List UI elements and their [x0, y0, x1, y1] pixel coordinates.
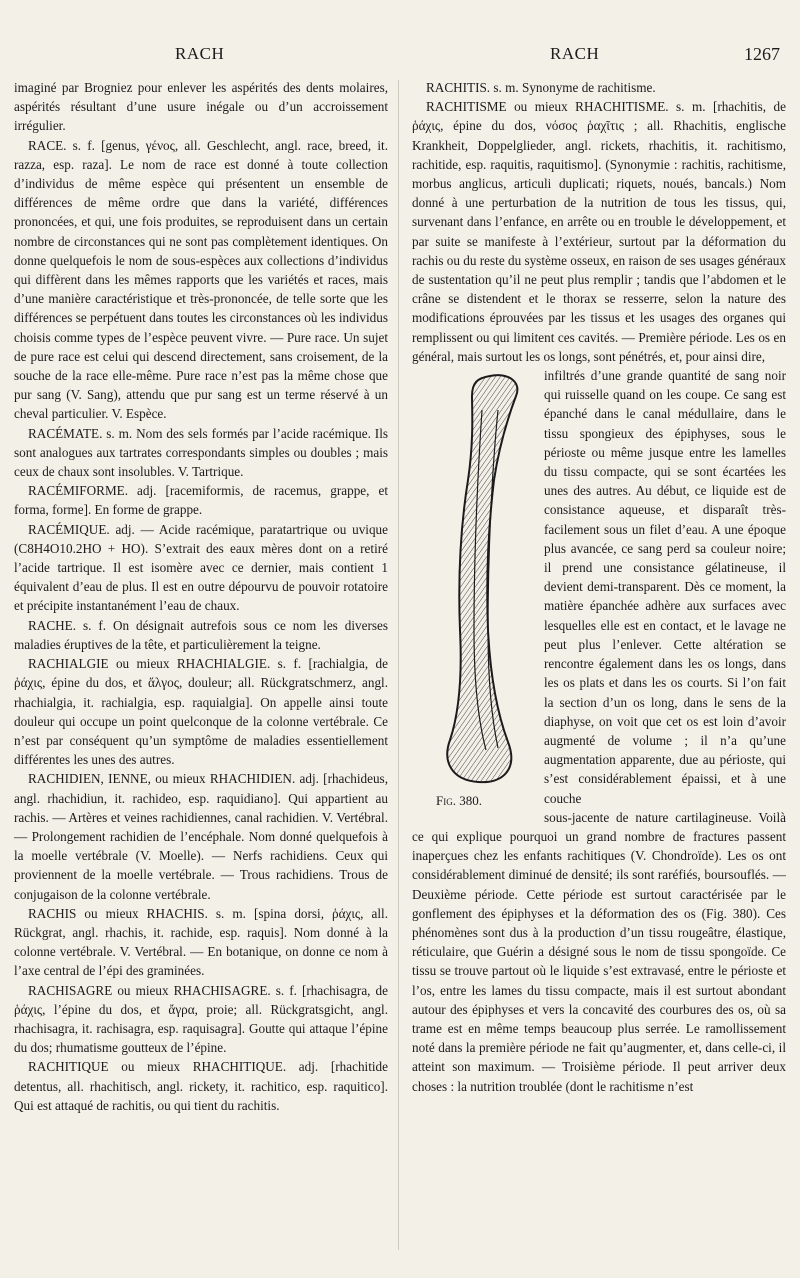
right-entry-wrapped: infiltrés d’une grande quantité de sang noir qui ruisselle quand on les coupe. Ce sang est épanché dans le canal médullaire, dans le tissu spongieux des épiphyses, sous le périoste ou même jusque entre les lamelles du tissu compacte, qui se sont écartées les unes des autres. Au début, ce liquide est de consistance aqueuse, et disparaît très-facilement sous un filet d’eau. A une époque plus avancée, ce sang perd sa couleur noire; il prend une consistance gélatineuse, il devient demi-transparent. Dès ce moment, la matière épanchée adhère aux surfaces avec lesquelles elle est en contact, et le lavage ne peut plus l’enlever. Cette altération se rencontre également dans les os longs, dans les os plats et dans les os courts. Si l’on fait la section d’un os long, dans le sens de la diaphyse, on voit que cet os est loin d’avoir augmenté de volume ; il n’a qu’une augmentation apparente, due au périoste, qui s’est considérablement épaissi, et à une couche: [544, 368, 786, 806]
left-entry: RACHISAGRE ou mieux RHACHISAGRE. s. f. [rhachisagra, de ῥάχις, l’épine du dos, et ἄγρα, proie; all. Rückgratsgicht, angl. rhachisagra, it. rachisagra, esp. raquisagra]. Goutte qui attaque l’épine du dos; rhumatisme goutteux de l’épine.: [14, 982, 388, 1056]
left-entry: RACHIS ou mieux RHACHIS. s. m. [spina dorsi, ῥάχις, all. Rückgrat, angl. rhachis, it. rachide, esp. raquis]. Nom donné à la colonne vertébrale. V. Vertébral. — En botanique, on donne ce nom à l’axe central de l’épi des graminées.: [14, 905, 388, 979]
right-entry: RACHITISME ou mieux RHACHITISME. s. m. [rhachitis, de ῥάχις, épine du dos, νόσος ῥαχῖτις ; all. Rhachitis, englische Krankheit, Doppelglieder, angl. rickets, rhachitis, it. rachitismo, rachitide, esp. raquitis, raquitismo]. (Synonymie : rachitis, rachitisme, morbus anglicus, articuli duplicati; riquets, noués, bancals.) Nom donné à une perturbation de la nutrition de tous les tissus, qui, survenant dans l’enfance, en arrête ou en trouble le développement, et par suite se manifeste à l’extérieur, surtout par la déformation du rachis ou du reste du système osseux, en raison de ses usages généraux de sustentation qu’il ne peut plus remplir ; tandis que l’abdomen et le crâne se distendent et le thorax se resserre, selon la nature des modifications éprouvées par les tissus et les usages des organes qui remplissent ou qui limitent ces cavités. — Première période. Les os en général, mais surtout les os longs, sont pénétrés, et, pour ainsi dire,: [412, 99, 786, 364]
left-entry: RACÉMIFORME. adj. [racemiformis, de racemus, grappe, et forma, forme]. En forme de grappe.: [14, 483, 388, 518]
curved-bone-icon: [412, 370, 536, 790]
running-head-right: RACH: [550, 44, 600, 63]
left-entry: imaginé par Brogniez pour enlever les aspérités des dents molaires, aspérités résultant d’une usure inégale ou d’un accroissement irrégulier.: [14, 80, 388, 134]
left-entry: RACE. s. f. [genus, γένος, all. Geschlecht, angl. race, breed, it. razza, esp. raza]. Le nom de race est donné à toute collection d’individus de même espèce qui présentent un ensemble de différences de même ordre que dans la variété, différences prononcées, et qui, une fois produites, se reproduisent dans un certain nombre de circonstances qui ne sont pas complètement identiques. On donne quelquefois le nom de sous-espèces aux collections d’individus qui diffèrent dans les mêmes rapports que les variétés et races, mais d’une manière caractéristique et très-prononcée, de telle sorte que les différences se perpétuent dans toutes les circonstances où les individus choisis comme types de l’espèce peuvent vivre. — Pure race. Un sujet de pure race est celui qui descend directement, sans croisement, de la souche de la race elle-même. Pure race n’est pas la même chose que pur sang (V. Sang), attendu que pur sang est un terme réservé à un cheval particulier. V. Espèce.: [14, 137, 388, 422]
left-entry: RACHIDIEN, IENNE, ou mieux RHACHIDIEN. adj. [rhachideus, angl. rhachidiun, it. rachideo, esp. raquidiano]. Qui appartient au rachis. — Artères et veines rachidiennes, canal rachidien. V. Vertébral. — Prolongement rachidien de l’encéphale. Nom donné quelquefois à la moelle vertébrale (V. Moelle). — Nerfs rachidiens. Ceux qui proviennent de la moelle vertébrale. — Trous rachidiens. Trous de conjugaison de la colonne vertébrale.: [14, 771, 388, 902]
left-entry: RACHIALGIE ou mieux RHACHIALGIE. s. f. [rachialgia, de ῥάχις, épine du dos, et ἄλγος, douleur; all. Rückgratschmerz, angl. rhachialgia, it. rachialgia, esp. raquialgia]. On appelle ainsi toute douleur qui occupe un point quelconque de la colonne vertébrale. Ce n’est par conséquent qu’un symptôme de maladies essentiellement différentes les unes des autres.: [14, 656, 388, 768]
page-number: 1267: [744, 44, 780, 64]
figure-380: [412, 370, 536, 810]
left-entry: RACHITIQUE ou mieux RHACHITIQUE. adj. [rhachitide detentus, all. rhachitisch, angl. rickety, it. rachitico, esp. raquitico]. Qui est attaqué de rachitis, ou qui tient du rachitis.: [14, 1059, 388, 1113]
right-entry-continued: sous-jacente de nature cartilagineuse. Voilà ce qui explique pourquoi un grand nombre de fractures passent inaperçues chez les enfants rachitiques (V. Chondroïde). Les os ont considérablement diminué de densité; ils sont raréfiés, boursouflés. — Deuxième période. Cette période est surtout caractérisée par le gonflement des épiphyses et la déformation des os (Fig. 380). Ces phénomènes sont dus à la production d’un tissu rougeâtre, élastique, réticulaire, que Guérin a désigné sous le nom de tissu spongoïde. Ce tissu se trouve partout où le liquide s’est extravasé, entre le périoste et l’os, entre les lames du tissu compacte, mais il est surtout abondant autour des épiphyses et vers la concavité des courbures des os, où sa trame est en même temps beaucoup plus serrée. Le ramollissement noté dans la première période ne fait qu’augmenter, et, dans celle-ci, il atteint son maximum. — Troisième période. Il peut arriver deux choses : la nutrition troublée (dont le rachitisme n’est: [412, 809, 786, 1094]
figure-caption: Fig. 380.: [436, 792, 482, 808]
left-entry: RACÉMIQUE. adj. — Acide racémique, paratartrique ou uvique (C8H4O10.2HO + HO). S’extrait des eaux mères dont on a retiré l’acide tartrique. Il est isomère avec ce dernier, mais contient 1 équivalent d’eau de plus. Il est en outre dépourvu de pouvoir rotatoire et précipite instantanément l’eau de chaux.: [14, 521, 388, 614]
column-divider: [398, 80, 399, 1250]
running-head-left: RACH: [175, 44, 225, 63]
left-entry: RACÉMATE. s. m. Nom des sels formés par l’acide racémique. Ils sont analogues aux tartrates correspondants simples ou doubles ; mais ceux de chaux sont insolubles. V. Tartrique.: [14, 425, 388, 480]
right-column: [412, 78, 786, 1096]
left-entry: RACHE. s. f. On désignait autrefois sous ce nom les diverses maladies éruptives de la tête, et particulièrement la teigne.: [14, 617, 388, 652]
left-column: [14, 78, 388, 1115]
right-entry: RACHITIS. s. m. Synonyme de rachitisme.: [426, 80, 656, 95]
